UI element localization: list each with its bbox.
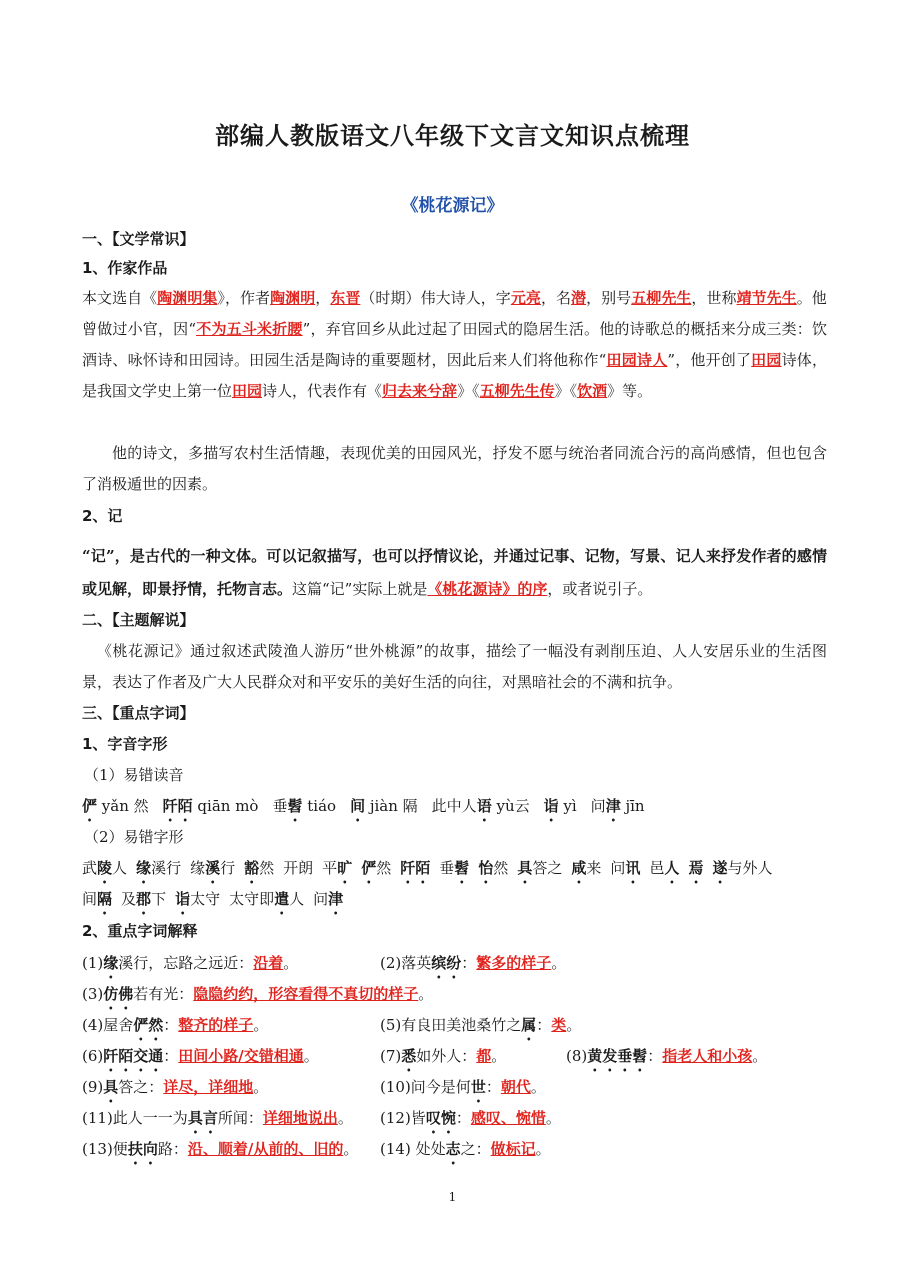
- plain-char: 与外人: [727, 859, 773, 877]
- key-word: 仿佛: [103, 985, 134, 1003]
- plain-char: 垂: [272, 797, 288, 815]
- key-word: 俨然: [133, 1016, 164, 1034]
- subheading-pronunciation: （1）易错读音: [84, 766, 184, 784]
- section-title: 《桃花源记》: [401, 196, 504, 216]
- text-run: 》《: [457, 382, 480, 400]
- dotted-char: 阡陌: [400, 859, 431, 877]
- page-title: 部编人教版语文八年级下文言文知识点梳理: [215, 122, 690, 150]
- plain-char: 行: [220, 859, 236, 877]
- text-run: ，: [315, 289, 331, 307]
- plain-text: 问今是何: [410, 1078, 471, 1096]
- text-run: 》《: [554, 382, 578, 400]
- key-term: 元亮: [510, 289, 541, 307]
- definition-answer: 沿着: [253, 954, 284, 972]
- dotted-char: 遂: [712, 859, 728, 877]
- plain-char: 武: [82, 859, 98, 877]
- text-run: 》等。: [607, 382, 653, 400]
- definition-answer: 朝代: [500, 1078, 531, 1096]
- key-term: 田园: [232, 382, 263, 400]
- definition-item: [82, 1138, 358, 1168]
- text-run: 诗体，是我国文学史上第一位: [82, 351, 827, 400]
- plain-text: 。: [303, 1047, 319, 1065]
- plain-text: 如外人：: [416, 1047, 477, 1065]
- text-run: ”，他开创了: [667, 351, 752, 369]
- text-run: 本文选自《: [82, 289, 158, 307]
- plain-text: 。: [566, 1016, 582, 1034]
- definition-item: [380, 1138, 551, 1168]
- key-term: 陶渊明集: [157, 289, 218, 307]
- plain-char: 缘: [190, 859, 206, 877]
- plain-text: ：: [647, 1047, 663, 1065]
- definition-answer: 指老人和小孩: [662, 1047, 753, 1065]
- pinyin: tiáo: [302, 797, 337, 815]
- plain-char: 垂: [439, 859, 455, 877]
- plain-text: 。: [283, 954, 299, 972]
- dotted-char: 焉: [688, 859, 704, 877]
- dotted-char: 咸: [571, 859, 587, 877]
- plain-char: 下: [151, 890, 167, 908]
- definition-item: [380, 1045, 506, 1075]
- plain-text: ：: [163, 1016, 179, 1034]
- item-number: (3): [82, 985, 104, 1003]
- plain-text: 之：: [460, 1140, 491, 1158]
- text-run: ，别号: [586, 289, 632, 307]
- paragraph-author-intro: [82, 283, 827, 407]
- dotted-char: 豁: [244, 859, 260, 877]
- definition-item: [82, 1014, 268, 1044]
- text-run: ”，弃官回乡从此过起了田园式的隐居生活。他的诗歌总的概括来分成三类：饮酒诗、咏怀诗和田园诗。田园生活是陶诗的重要题材，因此后来人们将他称作“: [82, 320, 827, 369]
- key-word: 具: [103, 1078, 119, 1096]
- key-word: 志: [445, 1140, 461, 1158]
- plain-text: ：: [485, 1078, 501, 1096]
- text-run: 》，作者: [217, 289, 271, 307]
- plain-text: 。: [418, 985, 434, 1003]
- plain-text: 此人一一为: [112, 1109, 188, 1127]
- item-number: (12): [380, 1109, 411, 1127]
- dotted-char: 髫: [287, 797, 303, 815]
- paragraph-theme: 《桃花源记》通过叙述武陵渔人游历“世外桃源”的故事，描绘了一幅没有剥削压迫、人人安居乐业的生活图景，表达了作者及广大人民群众对和平安乐的美好生活的向往，对黑暗社会的不满和抗争。: [82, 642, 827, 691]
- subheading-definitions: 2、重点字词解释: [82, 922, 198, 940]
- text-run: （时期）伟大诗人，字: [360, 289, 511, 307]
- item-number: (5): [380, 1016, 402, 1034]
- dotted-char: 俨: [361, 859, 377, 877]
- subheading-author-works: 1、作家作品: [82, 259, 168, 277]
- plain-char: 平: [322, 859, 338, 877]
- subheading-ji: 2、记: [82, 507, 123, 525]
- definition-item: [380, 1076, 546, 1106]
- definition-item: [82, 1107, 353, 1137]
- plain-char: 问: [610, 859, 626, 877]
- plain-char: 问: [313, 890, 329, 908]
- definition-answer: 做标记: [490, 1140, 536, 1158]
- definition-item: [82, 1045, 319, 1075]
- plain-text: 。: [535, 1140, 551, 1158]
- item-number: (11): [82, 1109, 113, 1127]
- paragraph-poetry-themes: 他的诗文，多描写农村生活情趣，表现优美的田园风光，抒发不愿与统治者同流合污的高尚感情，但也包含了消极遁世的因素。: [82, 444, 827, 493]
- plain-char: 太守即: [229, 890, 275, 908]
- plain-char: 人: [289, 890, 305, 908]
- plain-char: 此中人: [431, 797, 477, 815]
- dotted-char: 溪: [205, 859, 221, 877]
- plain-text: 所闻：: [217, 1109, 263, 1127]
- text-run: ，世称: [691, 289, 737, 307]
- item-number: (1): [82, 954, 104, 972]
- key-word: 黄发垂髫: [587, 1047, 648, 1065]
- plain-text: 。: [530, 1078, 546, 1096]
- item-number: (8): [566, 1047, 588, 1065]
- dotted-char: 俨: [82, 797, 98, 815]
- dotted-char: 郡: [136, 890, 152, 908]
- dotted-char: 诣: [175, 890, 191, 908]
- key-term: 《桃花源诗》的序: [427, 580, 548, 598]
- plain-char: 答之: [532, 859, 563, 877]
- plain-char: 邑: [649, 859, 665, 877]
- heading-theme: 二、【主题解说】: [82, 611, 195, 629]
- subheading-character-shape: （2）易错字形: [84, 828, 184, 846]
- plain-char: 间: [82, 890, 98, 908]
- key-word: 扶向: [127, 1140, 158, 1158]
- key-term: 陶渊明: [270, 289, 316, 307]
- key-word: 悉: [401, 1047, 417, 1065]
- key-word: 缤纷: [431, 954, 462, 972]
- item-number: (9): [82, 1078, 104, 1096]
- key-term: 潜: [571, 289, 587, 307]
- definition-item: [380, 1107, 561, 1137]
- text-run: 这篇“记”实际上就是: [292, 580, 428, 598]
- key-term: 靖节先生: [736, 289, 797, 307]
- paragraph-ji-genre: [82, 540, 827, 606]
- plain-text: 落英: [401, 954, 432, 972]
- plain-text: 。: [253, 1016, 269, 1034]
- definition-item: [82, 983, 433, 1013]
- key-term: 饮酒: [577, 382, 608, 400]
- plain-text: ：: [455, 1109, 471, 1127]
- dotted-char: 怡: [478, 859, 494, 877]
- key-word: 叹惋: [425, 1109, 456, 1127]
- heading-literary-knowledge: 一、【文学常识】: [82, 230, 195, 248]
- text-run: 诗人，代表作有《: [262, 382, 383, 400]
- definition-answer: 都: [476, 1047, 492, 1065]
- plain-char: 溪行: [151, 859, 182, 877]
- plain-char: 来: [586, 859, 602, 877]
- plain-text: 若有光：: [133, 985, 194, 1003]
- key-word: 阡陌交通: [103, 1047, 164, 1065]
- plain-text: ：: [536, 1016, 552, 1034]
- plain-text: 屋舍: [103, 1016, 134, 1034]
- heading-key-words: 三、【重点字词】: [82, 704, 195, 722]
- pinyin: yì: [558, 797, 577, 815]
- pronunciation-list: [82, 795, 827, 825]
- plain-text: 答之：: [118, 1078, 164, 1096]
- plain-text: 。: [253, 1078, 269, 1096]
- dotted-char: 语: [476, 797, 492, 815]
- plain-char: 及: [121, 890, 137, 908]
- key-term: 五柳先生传: [479, 382, 555, 400]
- key-term: 东晋: [330, 289, 361, 307]
- definition-answer: 繁多的样子: [476, 954, 552, 972]
- text-run: “记”，是古代的一种文体。可以记叙描写，也可以抒情议论，并通过记事、记物，写景、记人来抒发作者的感情或见解，即景抒情，托物言志。: [82, 547, 827, 598]
- plain-text: 。: [551, 954, 567, 972]
- plain-text: 皆: [410, 1109, 426, 1127]
- dotted-char: 遣: [274, 890, 290, 908]
- plain-text: 。: [545, 1109, 561, 1127]
- definition-answer: 田间小路/交错相通: [178, 1047, 304, 1065]
- dotted-char: 诣: [543, 797, 559, 815]
- item-number: (13): [82, 1140, 113, 1158]
- plain-char: 然: [376, 859, 392, 877]
- key-term: 五柳先生: [631, 289, 692, 307]
- page-number: 1: [448, 1190, 457, 1204]
- plain-char: 问: [590, 797, 606, 815]
- character-shape-line-2: [82, 888, 827, 918]
- dotted-char: 髫: [454, 859, 470, 877]
- plain-text: ：: [163, 1047, 179, 1065]
- plain-text: 处处: [410, 1140, 446, 1158]
- plain-text: 路：: [157, 1140, 188, 1158]
- key-word: 具言: [187, 1109, 218, 1127]
- text-run: ，或者说引子。: [547, 580, 653, 598]
- plain-char: 然: [493, 859, 509, 877]
- key-term: 田园: [751, 351, 782, 369]
- plain-text: ：: [461, 954, 477, 972]
- dotted-char: 讯: [625, 859, 641, 877]
- dotted-char: 人: [664, 859, 680, 877]
- plain-text: 。: [337, 1109, 353, 1127]
- subheading-pronunciation-shape: 1、字音字形: [82, 735, 168, 753]
- plain-text: 。: [343, 1140, 359, 1158]
- plain-text: 溪行，忘路之远近：: [118, 954, 254, 972]
- dotted-char: 具: [517, 859, 533, 877]
- plain-char: 开朗: [283, 859, 314, 877]
- plain-char: 人: [112, 859, 128, 877]
- definition-item: [566, 1045, 767, 1075]
- definition-answer: 详细地说出: [262, 1109, 338, 1127]
- key-word: 缘: [103, 954, 119, 972]
- item-number: (6): [82, 1047, 104, 1065]
- key-term: 田园诗人: [606, 351, 668, 369]
- pinyin: qiān mò: [192, 797, 259, 815]
- key-term: 不为五斗米折腰: [196, 320, 303, 338]
- item-number: (10): [380, 1078, 411, 1096]
- character-shape-line-1: [82, 857, 827, 887]
- item-number: (4): [82, 1016, 104, 1034]
- dotted-char: 隔: [97, 890, 113, 908]
- pinyin: yǎn 然: [97, 797, 149, 815]
- definition-item: [82, 952, 298, 982]
- plain-text: 便: [112, 1140, 128, 1158]
- definition-answer: 整齐的样子: [178, 1016, 254, 1034]
- dotted-char: 阡陌: [162, 797, 193, 815]
- item-number: (7): [380, 1047, 402, 1065]
- plain-char: 然: [259, 859, 275, 877]
- text-run: ，名: [540, 289, 572, 307]
- definition-item: [380, 1014, 581, 1044]
- item-number: (2): [380, 954, 402, 972]
- item-number: (14): [380, 1140, 411, 1158]
- definition-answer: 类: [551, 1016, 567, 1034]
- definition-answer: 沿、顺着/从前的、旧的: [187, 1140, 344, 1158]
- dotted-char: 缘: [136, 859, 152, 877]
- definition-item: [380, 952, 566, 982]
- plain-text: 有良田美池桑竹之: [401, 1016, 522, 1034]
- key-term: 归去来兮辞: [382, 382, 458, 400]
- plain-text: 。: [491, 1047, 507, 1065]
- pinyin: yù云: [491, 797, 530, 815]
- pinyin: jīn: [620, 797, 645, 815]
- dotted-char: 陵: [97, 859, 113, 877]
- definition-answer: 隐隐约约，形容看得不真切的样子: [193, 985, 419, 1003]
- plain-text: 。: [752, 1047, 768, 1065]
- dotted-char: 旷: [337, 859, 353, 877]
- plain-char: 太守: [190, 890, 221, 908]
- dotted-char: 间: [350, 797, 366, 815]
- pinyin: jiàn 隔: [365, 797, 418, 815]
- dotted-char: 津: [605, 797, 621, 815]
- dotted-char: 津: [328, 890, 344, 908]
- text-run: 。他曾做过小官，因“: [82, 289, 827, 338]
- definition-answer: 感叹、惋惜: [470, 1109, 546, 1127]
- definition-answer: 详尽，详细地: [163, 1078, 254, 1096]
- definition-item: [82, 1076, 268, 1106]
- key-word: 属: [521, 1016, 537, 1034]
- key-word: 世: [470, 1078, 486, 1096]
